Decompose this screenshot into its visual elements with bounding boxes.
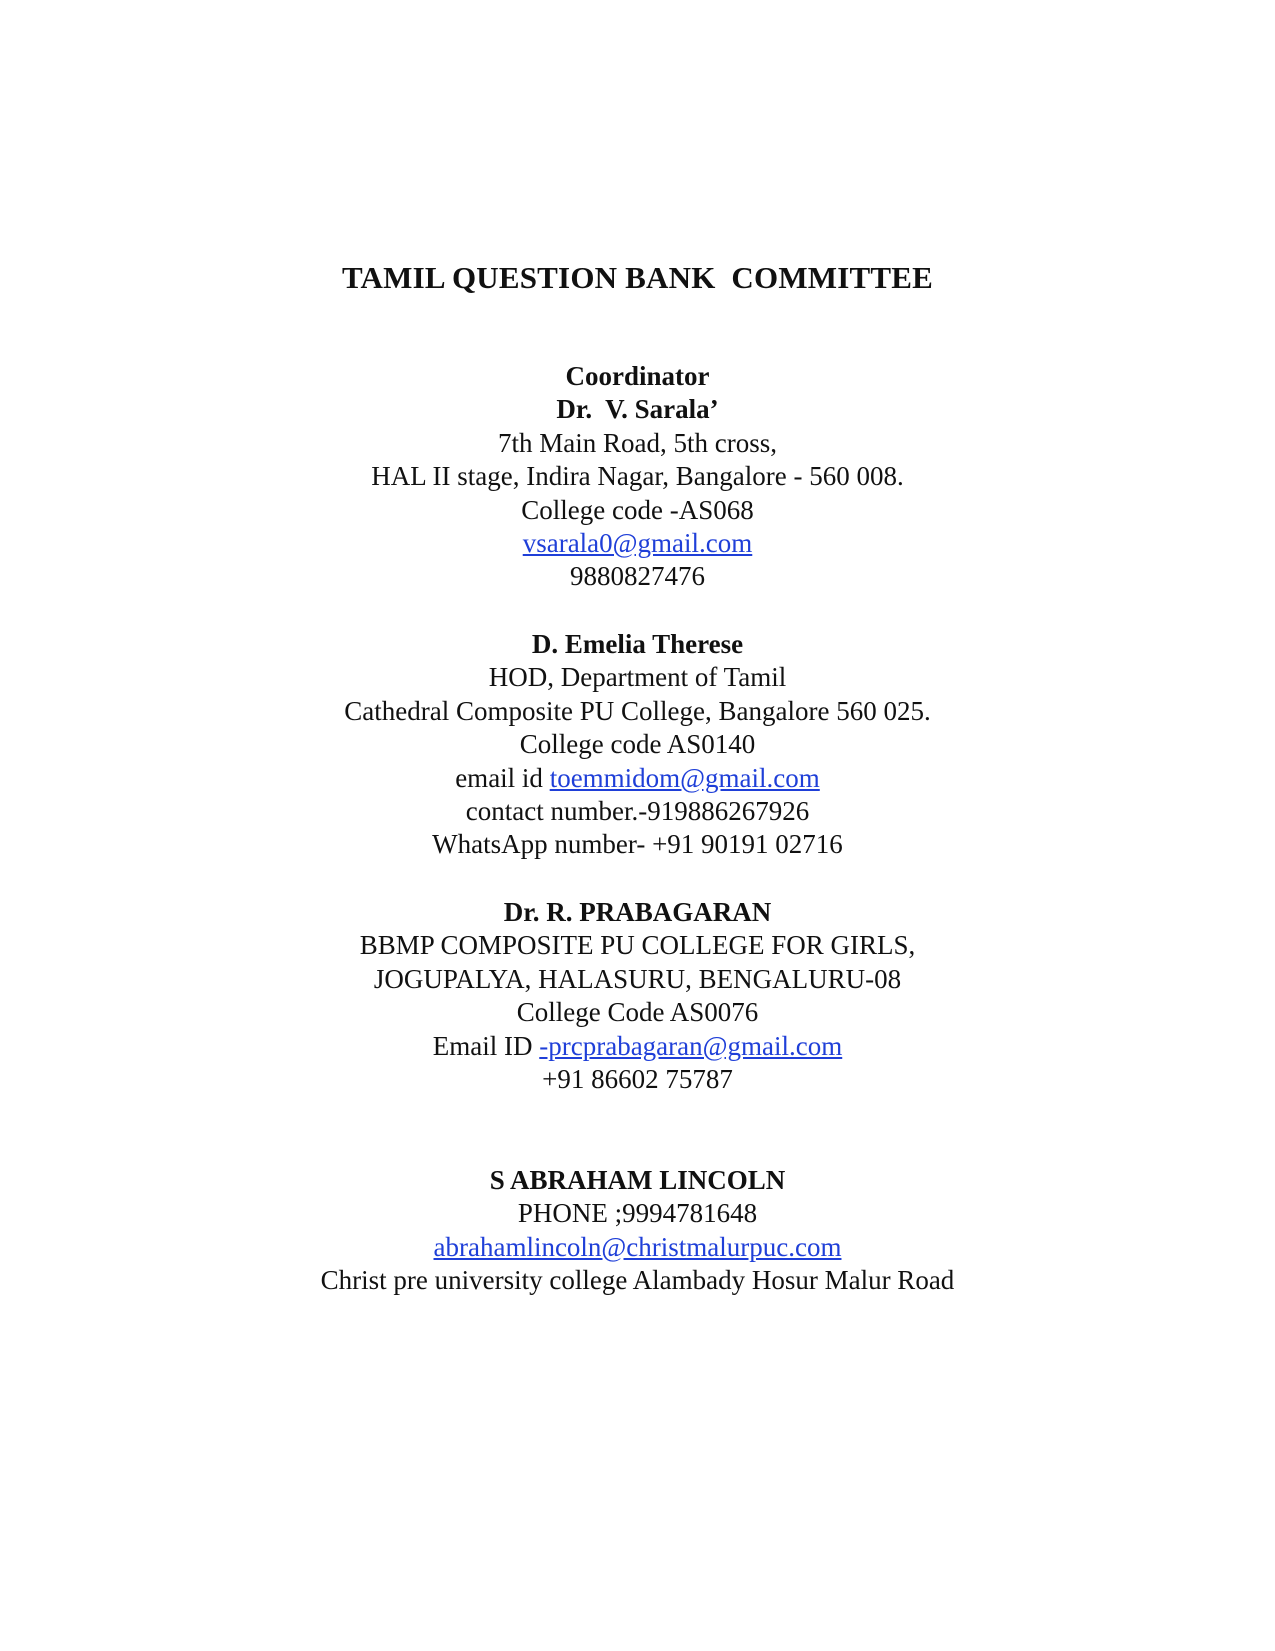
member-lincoln-email-link[interactable]: abrahamlincoln@christmalurpuc.com	[433, 1231, 842, 1262]
member-prabagaran-college-code: College Code AS0076	[516, 997, 759, 1028]
member-prabagaran-college-line2: JOGUPALYA, HALASURU, BENGALURU-08	[373, 963, 902, 994]
member-lincoln-name: S ABRAHAM LINCOLN	[489, 1165, 786, 1195]
member-emelia-college-code: College code AS0140	[519, 729, 756, 760]
member-emelia-college: Cathedral Composite PU College, Bangalore 560 025.	[344, 695, 931, 726]
member-prabagaran-email-label: Email ID	[432, 1030, 540, 1061]
coordinator-college-code: College code -AS068	[521, 494, 754, 525]
coordinator-phone: 9880827476	[570, 561, 705, 592]
member-emelia-email-link[interactable]: toemmidom@gmail.com	[549, 762, 820, 793]
member-lincoln-block	[0, 1164, 1275, 1298]
member-emelia-whatsapp: WhatsApp number- +91 90191 02716	[432, 829, 843, 860]
member-lincoln-phone: PHONE ;9994781648	[517, 1198, 758, 1229]
member-emelia-name: D. Emelia Therese	[531, 629, 744, 659]
member-emelia-position: HOD, Department of Tamil	[488, 662, 787, 693]
coordinator-block	[0, 360, 1275, 594]
member-prabagaran-name: Dr. R. PRABAGARAN	[503, 897, 772, 927]
member-emelia-contact: contact number.-919886267926	[465, 796, 810, 827]
member-emelia-block	[0, 628, 1275, 862]
member-prabagaran-phone: +91 86602 75787	[542, 1064, 733, 1095]
coordinator-address-line1: 7th Main Road, 5th cross,	[498, 427, 777, 458]
member-prabagaran-block	[0, 896, 1275, 1096]
coordinator-email-link[interactable]: vsarala0@gmail.com	[522, 528, 753, 559]
document-title: TAMIL QUESTION BANK COMMITTEE	[341, 260, 934, 295]
coordinator-heading: Coordinator	[565, 361, 710, 391]
coordinator-name: Dr. V. Sarala’	[556, 394, 719, 425]
member-emelia-email-label: email id	[455, 762, 550, 793]
member-prabagaran-college-line1: BBMP COMPOSITE PU COLLEGE FOR GIRLS,	[359, 930, 916, 961]
member-prabagaran-email-link[interactable]: -prcprabagaran@gmail.com	[539, 1030, 843, 1061]
member-lincoln-college: Christ pre university college Alambady Hosur Malur Road	[320, 1265, 955, 1296]
coordinator-address-line2: HAL II stage, Indira Nagar, Bangalore - 560 008.	[371, 461, 904, 492]
